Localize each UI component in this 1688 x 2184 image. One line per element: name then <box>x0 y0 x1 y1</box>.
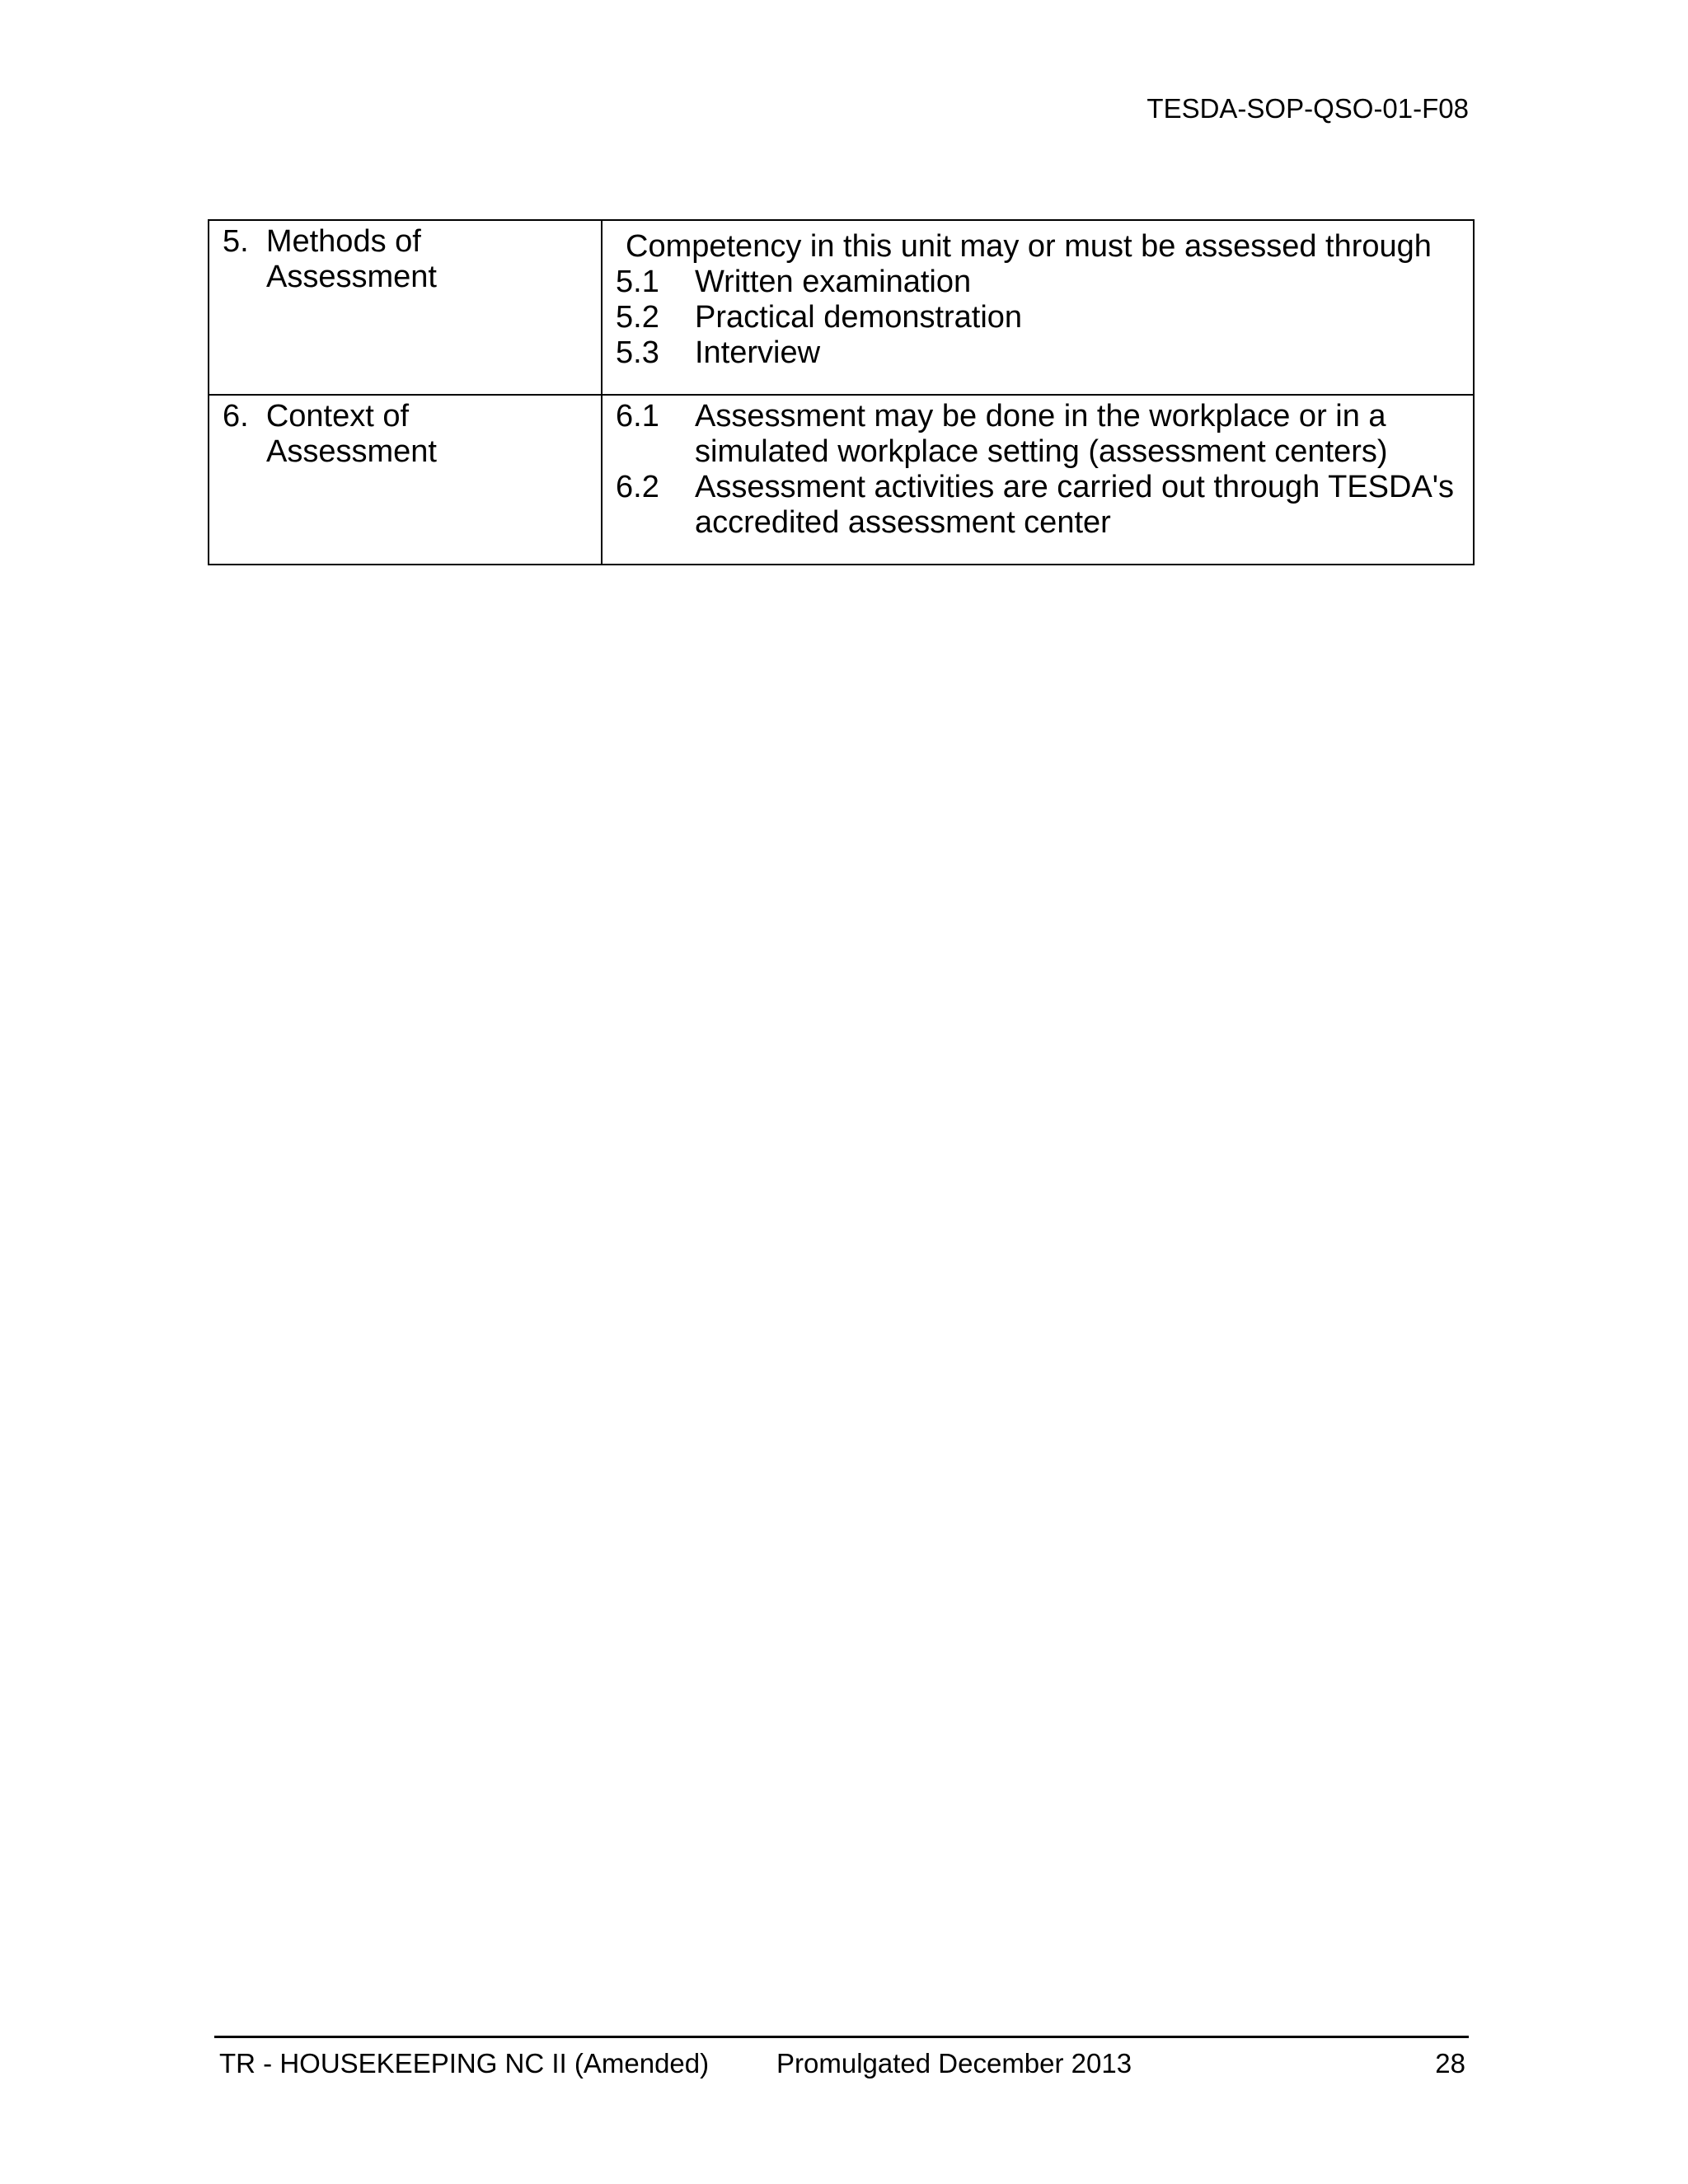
row-label-second: Assessment <box>266 260 437 294</box>
assessment-table <box>208 219 1475 565</box>
list-item <box>616 335 1465 371</box>
document-code: TESDA-SOP-QSO-01-F08 <box>1146 93 1469 124</box>
list-item <box>616 265 1465 300</box>
list-item <box>616 300 1465 335</box>
row-number: 6. <box>223 399 249 434</box>
row-label-cell <box>209 220 602 395</box>
row-content-cell <box>602 395 1474 565</box>
item-text: Interview <box>695 335 821 370</box>
footer-document-title: TR - HOUSEKEEPING NC II (Amended) <box>219 2048 710 2079</box>
item-number: 5.3 <box>616 335 659 370</box>
table-row-context-of-assessment <box>209 395 1474 565</box>
row-label-first: Methods of <box>265 224 421 259</box>
row-label-cell <box>209 395 602 565</box>
item-number: 6.1 <box>616 399 659 434</box>
row-label-second: Assessment <box>266 434 437 469</box>
row-label-line-1 <box>223 224 593 260</box>
item-number: 5.1 <box>616 265 659 299</box>
item-text: Written examination <box>695 265 972 299</box>
row-content-cell <box>602 220 1474 395</box>
footer-page-number: 28 <box>1435 2048 1465 2079</box>
list-item <box>616 399 1465 470</box>
item-text: Practical demonstration <box>695 300 1023 335</box>
row-label-first: Context of <box>265 399 410 434</box>
table-row-methods-of-assessment <box>209 220 1474 395</box>
item-text: Assessment activities are carried out through TESDA's accredited assessment center <box>695 470 1455 540</box>
footer-divider <box>214 2036 1469 2038</box>
item-number: 6.2 <box>616 470 659 504</box>
row-label-line-1 <box>223 399 593 434</box>
list-item <box>616 470 1465 541</box>
item-number: 5.2 <box>616 300 659 335</box>
footer-promulgated-date: Promulgated December 2013 <box>776 2048 1132 2079</box>
row-number: 5. <box>223 224 249 259</box>
item-text: Assessment may be done in the workplace or in a simulated workplace setting (assessment centers) <box>695 399 1388 469</box>
methods-intro-text: Competency in this unit may or must be assessed through <box>626 229 1432 264</box>
